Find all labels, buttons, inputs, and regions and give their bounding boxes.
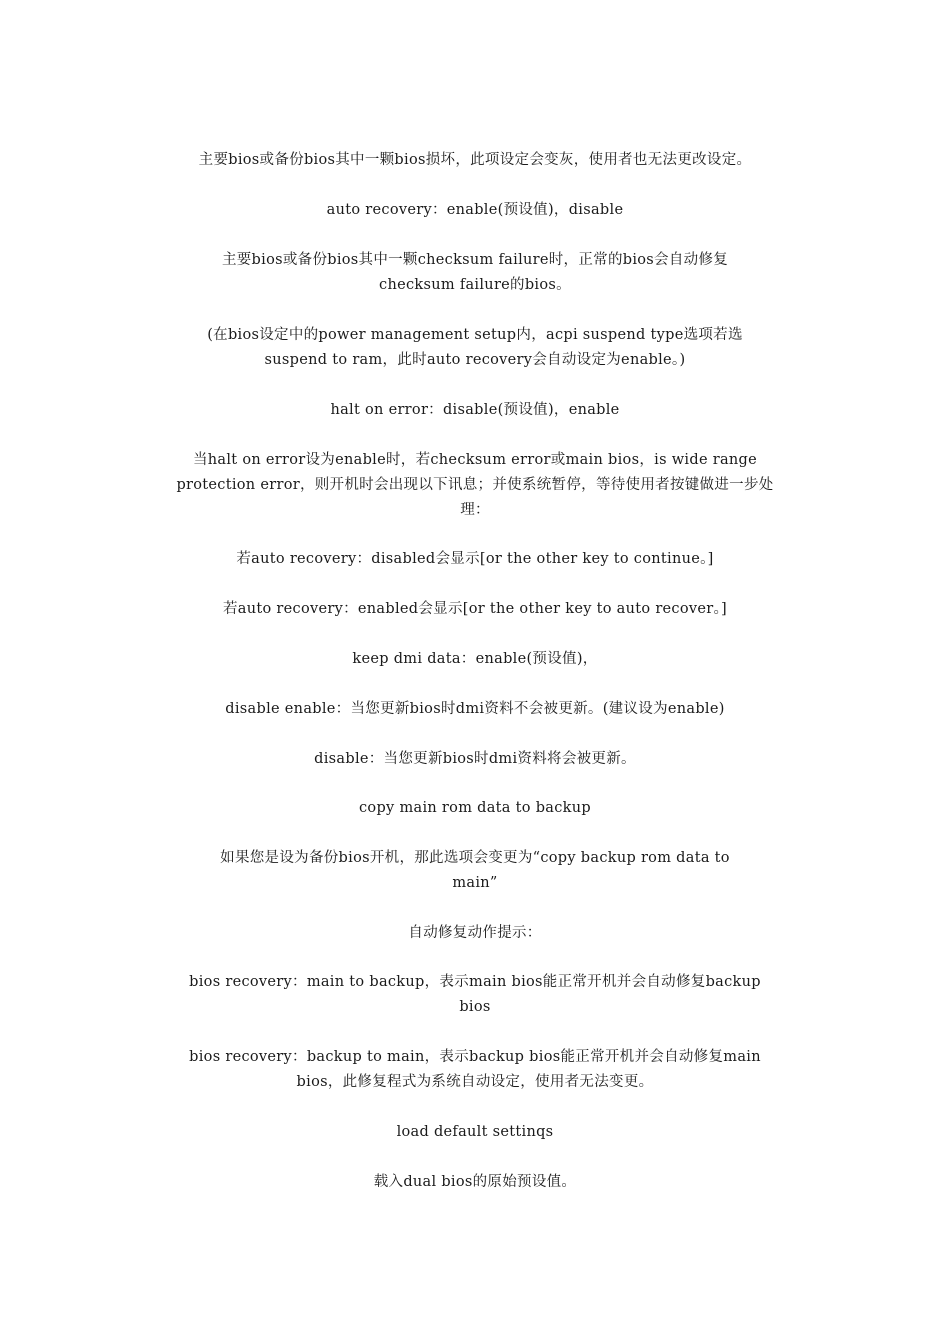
text-line: suspend to ram，此时auto recovery会自动设定为enable。) bbox=[264, 352, 686, 368]
text-line: 主要bios或备份bios其中一颗bios损坏，此项设定会变灰，使用者也无法更改设定。 bbox=[198, 152, 752, 168]
text-line: keep dmi data：enable(预设值)， bbox=[352, 651, 598, 667]
paragraph-keep-dmi-data-option bbox=[140, 647, 810, 672]
text-line: halt on error：disable(预设值)，enable bbox=[330, 402, 620, 418]
text-line: 理： bbox=[460, 502, 490, 518]
text-line: 若auto recovery：disabled会显示[or the other key to continue。] bbox=[236, 551, 714, 567]
text-line: load default settinqs bbox=[396, 1124, 554, 1140]
text-line: 若auto recovery：enabled会显示[or the other key to auto recover。] bbox=[222, 601, 727, 617]
paragraph-bios-locked-note bbox=[140, 148, 810, 173]
paragraph-disabled-message bbox=[140, 547, 810, 572]
paragraph-suspend-to-ram-note bbox=[140, 323, 810, 373]
paragraph-checksum-repair bbox=[140, 248, 810, 298]
paragraph-enabled-message bbox=[140, 597, 810, 622]
text-line: 自动修复动作提示： bbox=[408, 925, 542, 941]
text-line: 载入dual bios的原始预设值。 bbox=[373, 1174, 577, 1190]
paragraph-dmi-disable-note bbox=[140, 747, 810, 772]
paragraph-auto-repair-heading bbox=[140, 921, 810, 946]
text-line: checksum failure的bios。 bbox=[379, 277, 571, 293]
paragraph-load-default-settings bbox=[140, 1120, 810, 1145]
paragraph-dmi-enable-note bbox=[140, 697, 810, 722]
text-line: bios，此修复程式为系统自动设定，使用者无法变更。 bbox=[296, 1074, 654, 1090]
text-line: 当halt on error设为enable时，若checksum error或main bios，is wide range bbox=[192, 452, 758, 468]
paragraph-backup-to-main bbox=[140, 1045, 810, 1095]
text-line: copy main rom data to backup bbox=[359, 800, 591, 816]
text-line: protection error，则开机时会出现以下讯息；并使系统暂停，等待使用者按键做进一步处 bbox=[176, 477, 774, 493]
paragraph-auto-recovery-option bbox=[140, 198, 810, 223]
paragraph-load-dual-bios-defaults bbox=[140, 1170, 810, 1195]
text-line: bios recovery：main to backup，表示main bios能正常开机并会自动修复backup bbox=[189, 974, 761, 990]
paragraph-halt-on-error-option bbox=[140, 398, 810, 423]
paragraph-halt-on-error-description bbox=[140, 448, 810, 523]
text-line: (在bios设定中的power management setup内，acpi suspend type选项若选 bbox=[207, 327, 743, 343]
text-line: bios recovery：backup to main，表示backup bios能正常开机并会自动修复main bbox=[189, 1049, 761, 1065]
text-line: bios bbox=[459, 999, 491, 1015]
paragraph-main-to-backup bbox=[140, 970, 810, 1020]
paragraph-copy-main-rom bbox=[140, 796, 810, 821]
text-line: auto recovery：enable(预设值)，disable bbox=[326, 202, 624, 218]
text-line: disable enable：当您更新bios时dmi资料不会被更新。(建议设为enable) bbox=[225, 701, 725, 717]
text-line: 如果您是设为备份bios开机，那此选项会变更为“copy backup rom data to bbox=[220, 850, 730, 866]
text-line: 主要bios或备份bios其中一颗checksum failure时，正常的bios会自动修复 bbox=[221, 252, 729, 268]
text-line: main” bbox=[452, 875, 498, 891]
paragraph-backup-boot-note bbox=[140, 846, 810, 896]
text-line: disable：当您更新bios时dmi资料将会被更新。 bbox=[314, 751, 636, 767]
